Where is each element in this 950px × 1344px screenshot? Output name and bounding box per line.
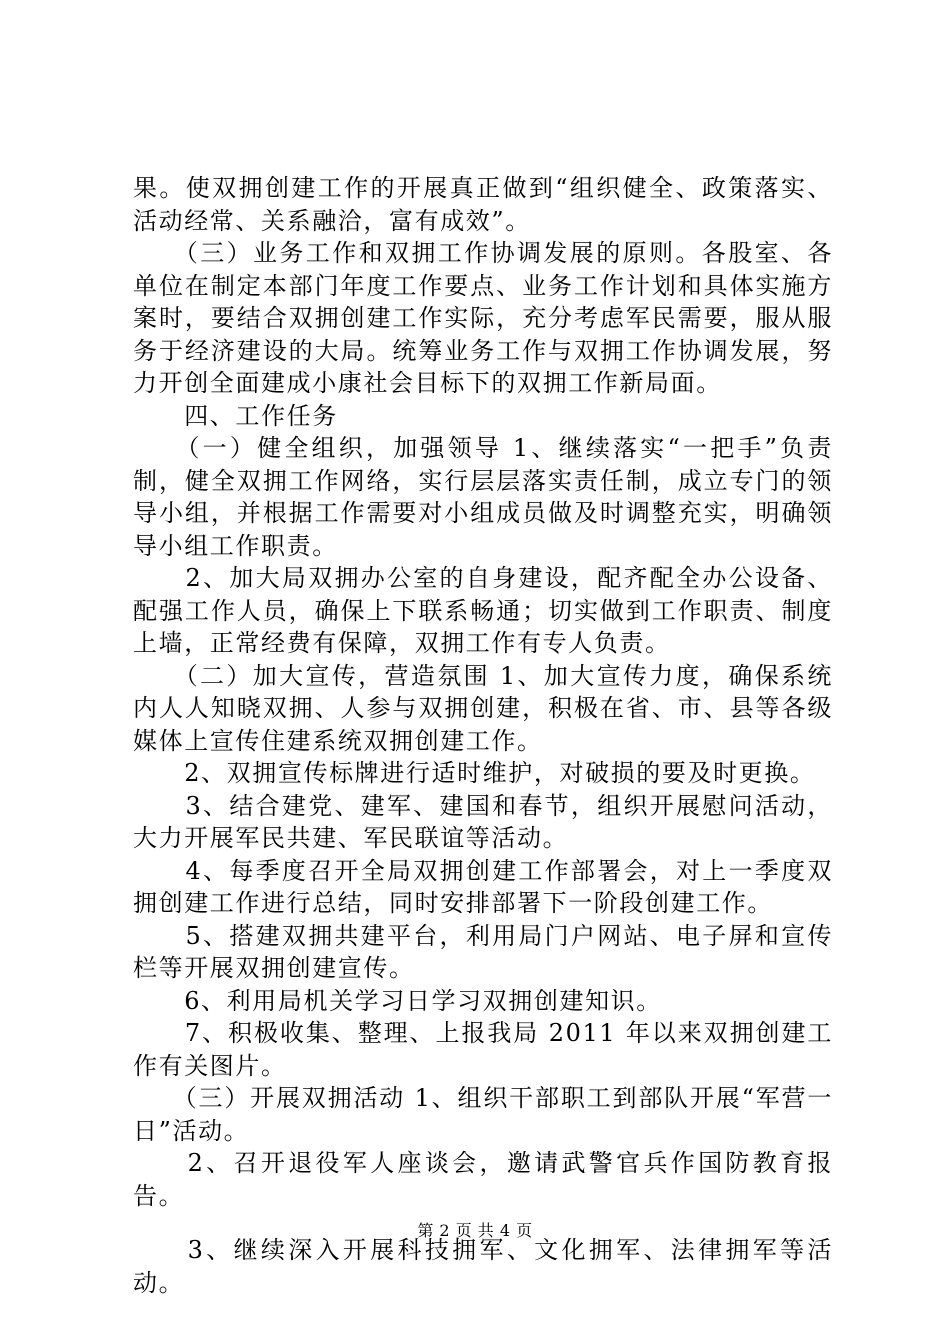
paragraph-task-signage: 2、双拥宣传标牌进行适时维护，对破损的要及时更换。 <box>133 759 816 787</box>
paragraph-result-continuation: 果。使双拥创建工作的开展真正做到“组织健全、政策落实、活动经常、关系融洽，富有成效”。 <box>133 174 833 235</box>
paragraph-task-organization: （一）健全组织，加强领导 1、继续落实“一把手”负责制，健全双拥工作网络，实行层层落实责任制，成立专门的领导小组，并根据工作需要对小组成员做及时调整充实，明确领导小组工作职责。 <box>133 434 833 560</box>
paragraph-task-support-army: 3、继续深入开展科技拥军、文化拥军、法律拥军等活动。 <box>133 1236 833 1297</box>
paragraph-principle-three: （三）业务工作和双拥工作协调发展的原则。各股室、各单位在制定本部门年度工作要点、业务工作计划和具体实施方案时，要结合双拥创建工作实际，充分考虑军民需要，服从服务于经济建设的大局。统筹业务工作与双拥工作协调发展，努力开创全面建成小康社会目标下的双拥工作新局面。 <box>133 239 833 397</box>
paragraph-task-quarterly-meeting: 4、每季度召开全局双拥创建工作部署会，对上一季度双拥创建工作进行总结，同时安排部署下一阶段创建工作。 <box>133 856 833 917</box>
section-heading-work-tasks: 四、工作任务 <box>133 401 338 430</box>
paragraph-task-collect-photos: 7、积极收集、整理、上报我局 2011 年以来双拥创建工作有关图片。 <box>133 1019 833 1080</box>
paragraph-task-office-building: 2、加大局双拥办公室的自身建设，配齐配全办公设备、配强工作人员，确保上下联系畅通；切实做到工作职责、制度上墙，正常经费有保障，双拥工作有专人负责。 <box>133 564 833 657</box>
paragraph-task-veterans-forum: 2、召开退役军人座谈会，邀请武警官兵作国防教育报告。 <box>133 1149 833 1210</box>
paragraph-task-activities: （三）开展双拥活动 1、组织干部职工到部队开展“军营一日”活动。 <box>133 1084 833 1145</box>
document-body <box>133 172 833 1299</box>
page-number-footer: 第 2 页 共 4 页 <box>417 1221 533 1240</box>
paragraph-task-platform: 5、搭建双拥共建平台，利用局门户网站、电子屏和宣传栏等开展双拥创建宣传。 <box>133 921 833 982</box>
paragraph-task-study-day: 6、利用局机关学习日学习双拥创建知识。 <box>133 986 662 1015</box>
paragraph-task-holiday-visits: 3、结合建党、建军、建国和春节，组织开展慰问活动，大力开展军民共建、军民联谊等活动。 <box>133 791 833 852</box>
paragraph-task-publicity: （二）加大宣传，营造氛围 1、加大宣传力度，确保系统内人人知晓双拥、人参与双拥创建，积极在省、市、县等各级媒体上宣传住建系统双拥创建工作。 <box>133 661 833 755</box>
